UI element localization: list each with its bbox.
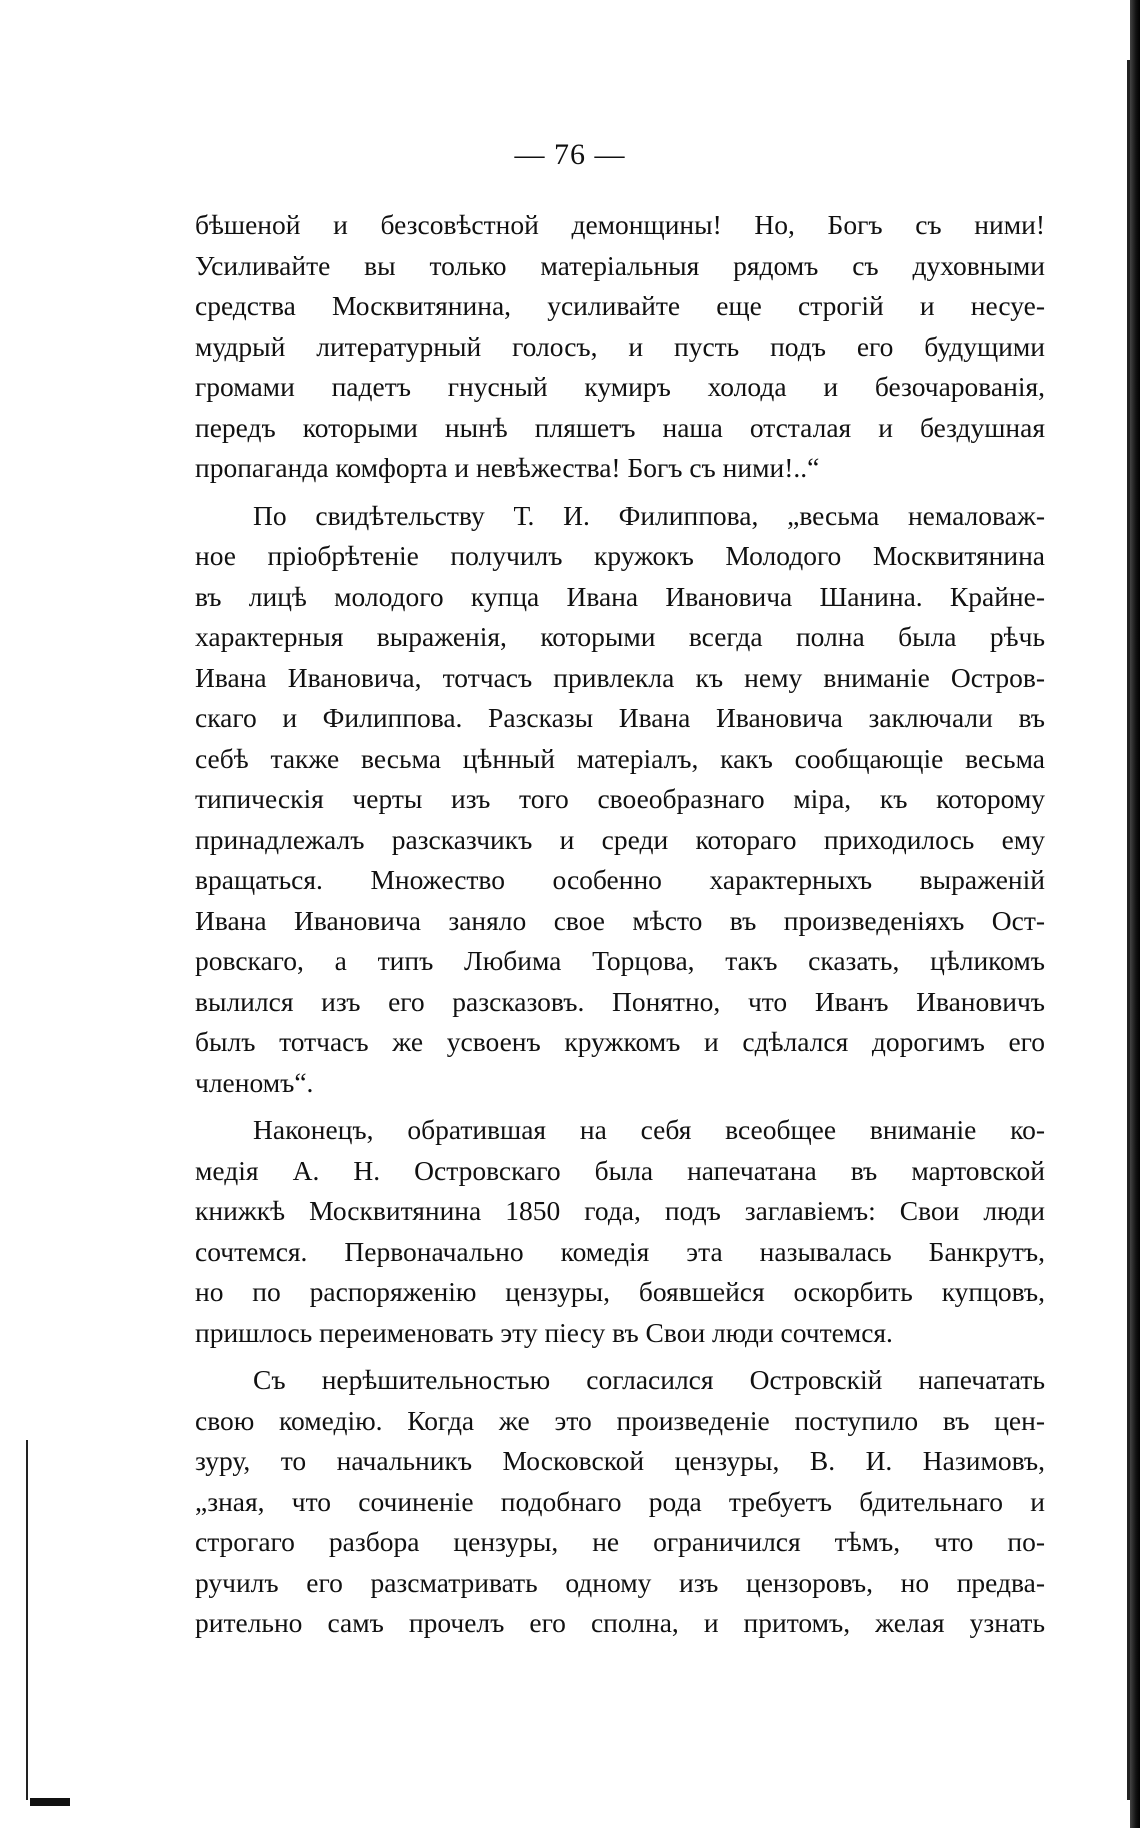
paragraph-3	[195, 1110, 1045, 1353]
text-line: вылился изъ его разсказовъ. Понятно, что Иванъ Ивановичъ	[195, 985, 1045, 1017]
text-line: рительно самъ прочелъ его сполна, и притомъ, желая узнать	[195, 1607, 1045, 1638]
page-binding-edge	[1130, 0, 1140, 1828]
text-line: Ивана Ивановича заняло свое мѣсто въ произведеніяхъ Ост-	[195, 904, 1045, 936]
text-line: былъ тотчасъ же усвоенъ кружкомъ и сдѣлался дорогимъ его	[195, 1026, 1045, 1057]
text-line: пропаганда комфорта и невѣжества! Богъ съ ними!..“	[195, 452, 820, 483]
body-text	[195, 205, 1045, 1644]
text-line: пришлось переименовать эту піесу въ Свои люди сочтемся.	[195, 1316, 893, 1348]
page-binding-shadow	[1127, 60, 1130, 1800]
text-line: свою комедію. Когда же это произведеніе поступило въ цен-	[195, 1404, 1045, 1436]
text-line: зуру, то начальникъ Московской цензуры, В. И. Назимовъ,	[195, 1445, 1045, 1476]
paragraph-1	[195, 205, 1045, 489]
text-line: сочтемся. Первоначально комедія эта называлась Банкрутъ,	[195, 1235, 1045, 1267]
text-line: бѣшеной и безсовѣстной демонщины! Но, Богъ съ ними!	[195, 209, 1045, 240]
paragraph-2	[195, 496, 1045, 1104]
text-line: Усиливайте вы только матеріальныя рядомъ съ духовными	[195, 249, 1045, 281]
text-line: медія А. Н. Островскаго была напечатана въ мартовской	[195, 1154, 1045, 1186]
page-number: — 76 —	[514, 138, 626, 171]
text-line: себѣ также весьма цѣнный матеріалъ, какъ сообщающіе весьма	[195, 742, 1045, 774]
page-left-margin-mark	[26, 1440, 28, 1800]
text-line: средства Москвитянина, усиливайте еще строгій и несуе-	[195, 290, 1045, 321]
text-line: передъ которыми нынѣ пляшетъ наша отсталая и бездушная	[195, 411, 1045, 443]
text-line: По свидѣтельству Т. И. Филиппова, „весьма немаловаж-	[253, 499, 1045, 531]
text-line: характерныя выраженія, которыми всегда полна была рѣчь	[195, 621, 1045, 652]
text-line: скаго и Филиппова. Разсказы Ивана Ивановича заключали въ	[195, 702, 1045, 733]
text-line: ное пріобрѣтеніе получилъ кружокъ Молодого Москвитянина	[195, 540, 1045, 571]
text-line: типическія черты изъ того своеобразнаго міра, къ которому	[195, 783, 1045, 814]
text-line: Съ нерѣшительностью согласился Островскій напечатать	[253, 1364, 1045, 1395]
text-line: въ лицѣ молодого купца Ивана Ивановича Шанина. Крайне-	[195, 580, 1045, 612]
text-line: строгаго разбора цензуры, не ограничился тѣмъ, что по-	[195, 1526, 1045, 1557]
text-line: но по распоряженію цензуры, боявшейся оскорбить купцовъ,	[195, 1276, 1045, 1307]
text-line: „зная, что сочиненіе подобнаго рода требуетъ бдительнаго и	[195, 1485, 1045, 1517]
text-line: принадлежалъ разсказчикъ и среди котораго приходилось ему	[195, 823, 1045, 855]
text-line: Ивана Ивановича, тотчасъ привлекла къ нему вниманіе Остров-	[195, 661, 1045, 693]
text-line: ровскаго, а типъ Любима Торцова, такъ сказать, цѣликомъ	[195, 945, 1045, 976]
paragraph-4	[195, 1360, 1045, 1644]
text-line: мудрый литературный голосъ, и пусть подъ его будущими	[195, 330, 1045, 362]
text-line: вращаться. Множество особенно характерныхъ выраженій	[195, 864, 1045, 895]
text-line: ручилъ его разсматривать одному изъ цензоровъ, но предва-	[195, 1566, 1045, 1598]
text-line: громами падетъ гнусный кумиръ холода и безочарованія,	[195, 371, 1045, 402]
page-scan-blot	[30, 1798, 70, 1806]
text-line: Наконецъ, обратившая на себя всеобщее вниманіе ко-	[253, 1114, 1045, 1145]
text-line: членомъ“.	[195, 1066, 314, 1098]
text-line: книжкѣ Москвитянина 1850 года, подъ заглавіемъ: Свои люди	[195, 1195, 1045, 1226]
